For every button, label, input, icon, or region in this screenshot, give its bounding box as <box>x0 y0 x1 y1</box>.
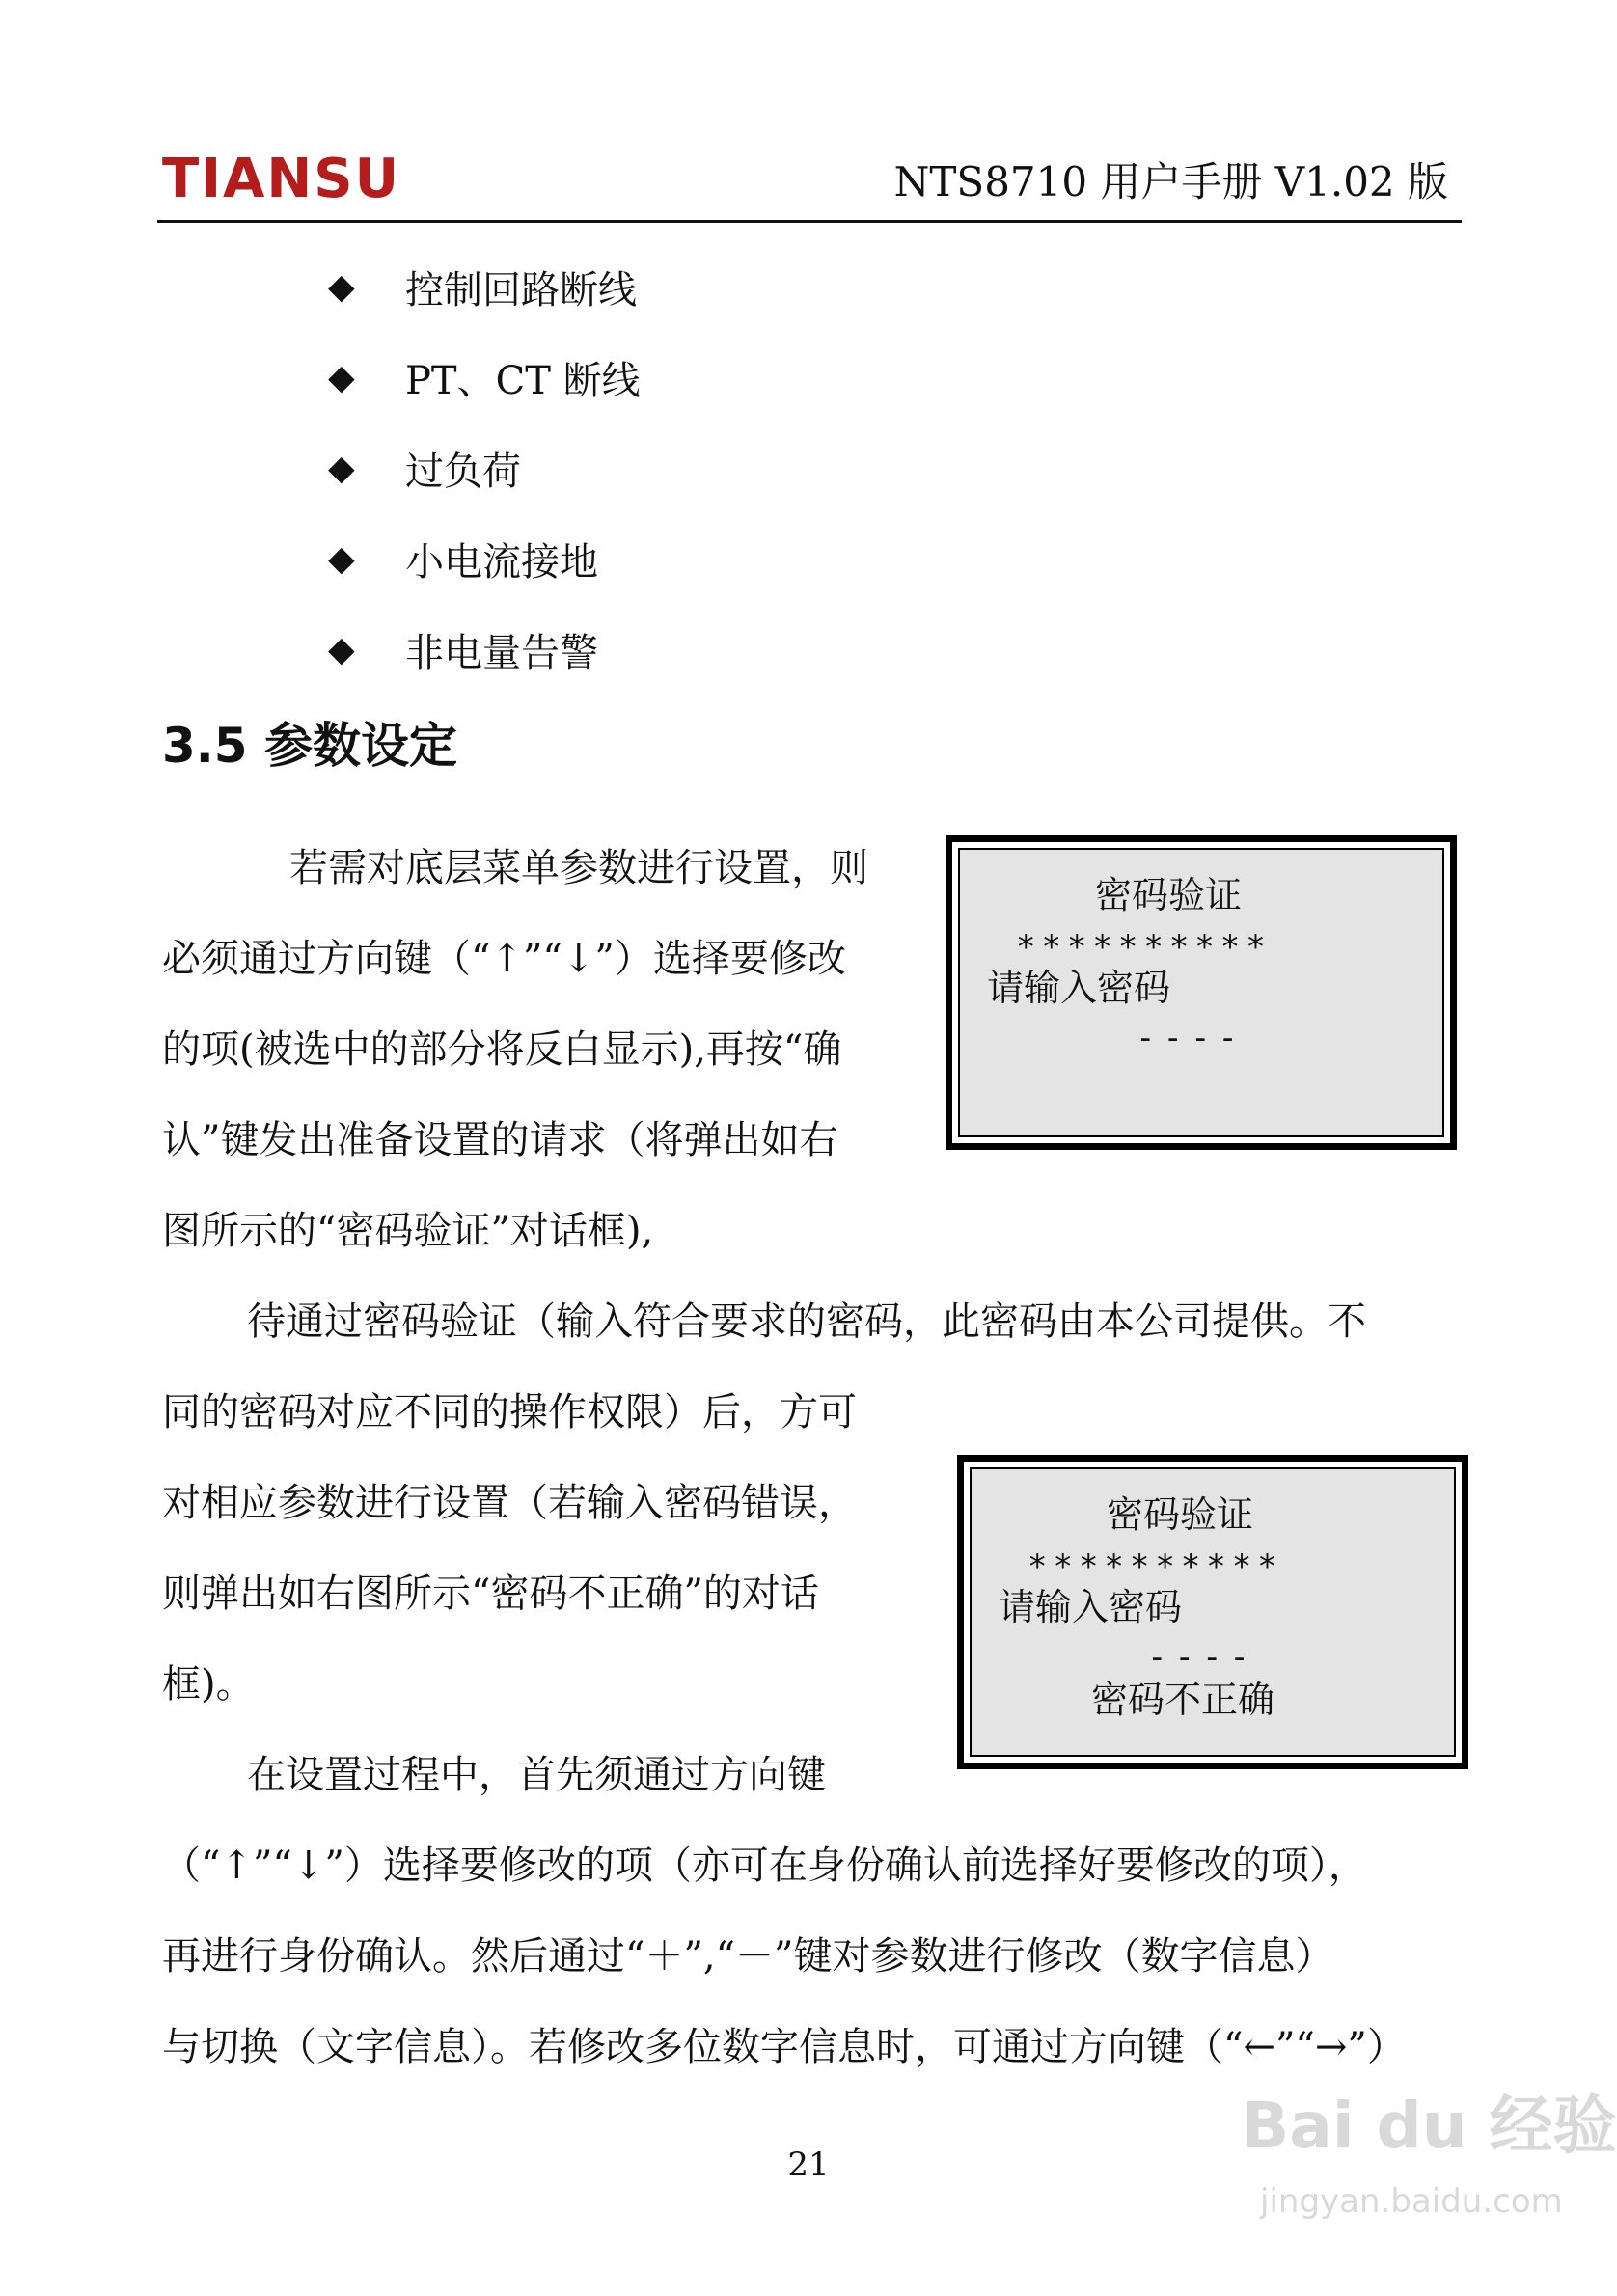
page-number: 21 <box>787 2146 830 2184</box>
paragraph-line: 待通过密码验证（输入符合要求的密码，此密码由本公司提供。不 <box>247 1299 1366 1344</box>
list-item <box>328 423 641 513</box>
paragraph-line: （“↑”“↓”）选择要修改的项（亦可在身份确认前选择好要修改的项）， <box>162 1844 1367 1888</box>
diamond-bullet-icon: ◆ <box>328 357 355 397</box>
list-item <box>328 604 641 695</box>
dialog-body <box>970 1467 1456 1757</box>
diamond-bullet-icon: ◆ <box>328 266 355 307</box>
password-input[interactable]: ---- <box>1147 1638 1257 1677</box>
watermark-brand: Bai du 经验 <box>1241 2089 1617 2163</box>
list-item-label: 小电流接地 <box>405 539 598 585</box>
list-item-label: 控制回路断线 <box>405 267 637 313</box>
paragraph-line: 若需对底层菜单参数进行设置，则 <box>289 846 868 890</box>
paragraph-line: 框)。 <box>162 1662 255 1707</box>
alarm-bullet-list <box>328 241 641 695</box>
header-divider <box>157 220 1462 223</box>
paragraph-line: 对相应参数进行设置（若输入密码错误， <box>162 1481 857 1525</box>
section-heading: 3.5 参数设定 <box>162 718 457 774</box>
diamond-bullet-icon: ◆ <box>328 448 355 488</box>
password-mask: ********** <box>1028 1547 1283 1586</box>
paragraph-line: 在设置过程中，首先须通过方向键 <box>247 1753 826 1797</box>
company-logo: TIANSU <box>162 148 401 210</box>
list-item <box>328 332 641 423</box>
baidu-watermark <box>1241 2074 1617 2248</box>
list-item-label: PT、CT 断线 <box>405 358 641 403</box>
paragraph-line: 与切换（文字信息）。若修改多位数字信息时，可通过方向键（“←”“→”） <box>162 2025 1406 2069</box>
password-prompt: 请输入密码 <box>999 1586 1183 1628</box>
diamond-bullet-icon: ◆ <box>328 538 355 579</box>
paragraph-line: 认”键发出准备设置的请求（将弹出如右 <box>162 1118 838 1162</box>
dialog-title: 密码验证 <box>1095 874 1243 916</box>
dialog-body <box>958 848 1444 1137</box>
error-message: 密码不正确 <box>1091 1679 1275 1721</box>
watermark-url: jingyan.baidu.com <box>1260 2182 1563 2221</box>
list-item-label: 过负荷 <box>405 449 521 494</box>
list-item <box>328 513 641 604</box>
list-item-label: 非电量告警 <box>405 630 598 675</box>
dialog-title: 密码验证 <box>1107 1493 1254 1536</box>
wrong-password-dialog <box>957 1455 1468 1769</box>
paragraph-line: 图所示的“密码验证”对话框), <box>162 1209 654 1253</box>
password-prompt: 请输入密码 <box>987 967 1171 1009</box>
paragraph-line: 同的密码对应不同的操作权限）后，方可 <box>162 1390 857 1435</box>
list-item <box>328 241 641 332</box>
paragraph-line: 则弹出如右图所示“密码不正确”的对话 <box>162 1572 819 1616</box>
password-dialog <box>946 835 1457 1150</box>
password-mask: ********** <box>1016 928 1272 967</box>
diamond-bullet-icon: ◆ <box>328 629 355 670</box>
document-title: NTS8710 用户手册 V1.02 版 <box>893 158 1448 205</box>
password-input[interactable]: ---- <box>1136 1019 1246 1057</box>
paragraph-line: 必须通过方向键（“↑”“↓”）选择要修改 <box>162 937 846 981</box>
paragraph-line: 再进行身份确认。然后通过“＋”,“－”键对参数进行修改（数字信息） <box>162 1934 1334 1979</box>
paragraph-line: 的项(被选中的部分将反白显示),再按“确 <box>162 1027 842 1072</box>
